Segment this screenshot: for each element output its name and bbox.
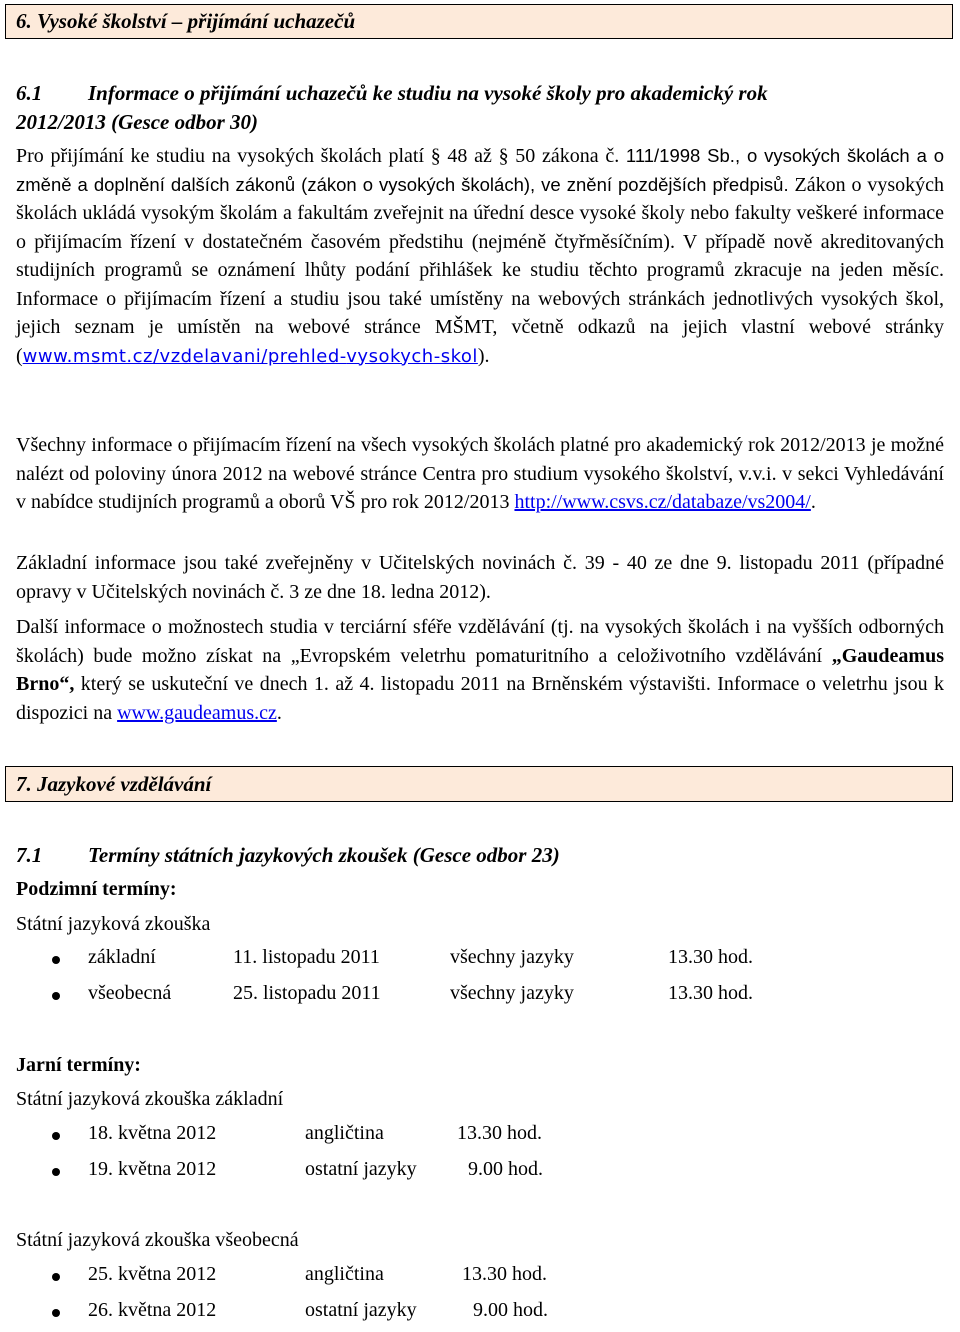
paragraph-admission-law (16, 142, 944, 371)
exam-language: všechny jazyky (450, 946, 574, 968)
bullet-icon (52, 1132, 60, 1140)
paragraph-end: . (810, 491, 816, 513)
subsection-7-1-title: Termíny státních jazykových zkoušek (Gesce odbor 23) (88, 843, 560, 867)
exam-date: 25. května 2012 (88, 1263, 217, 1285)
paragraph-end: ). (477, 344, 490, 367)
list-item (0, 1155, 960, 1191)
exam-time: 13.30 hod. (668, 946, 753, 968)
exam-date: 25. listopadu 2011 (233, 982, 381, 1004)
fair-name: „Gaudeamus Brno“, (16, 644, 944, 695)
exam-language: angličtina (305, 1122, 384, 1144)
exam-time: 9.00 hod. (473, 1299, 548, 1321)
exam-date: 26. května 2012 (88, 1299, 217, 1321)
list-item (0, 979, 960, 1015)
section-7-header (5, 766, 953, 802)
exam-time: 9.00 hod. (468, 1158, 543, 1180)
subsection-7-1-number: 7.1 (16, 843, 43, 867)
list-item (0, 943, 960, 979)
subsection-7-1-heading (16, 841, 944, 870)
exam-type: základní (88, 946, 156, 968)
exam-time: 13.30 hod. (457, 1122, 542, 1144)
csvs-link[interactable]: http://www.csvs.cz/databaze/vs2004/ (514, 491, 811, 513)
bullet-icon (52, 1309, 60, 1317)
exam-language: všechny jazyky (450, 982, 574, 1004)
paragraph-csvs-info (16, 431, 944, 517)
spring-basic-terms-list (0, 1119, 960, 1191)
bullet-icon (52, 1168, 60, 1176)
list-item (0, 1260, 960, 1296)
exam-type: všeobecná (88, 982, 172, 1004)
subsection-6-1-title-line1: Informace o přijímání uchazečů ke studiu na vysoké školy pro akademický rok (88, 81, 768, 105)
list-item (0, 1296, 960, 1332)
spring-general-terms-list (0, 1260, 960, 1332)
law-description: , o vysokých školách a o změně a doplnění dalších zákonů (zákon o vysokých školách), ve znění pozdějších předpisů. (16, 145, 944, 195)
msmt-link-part2: vysokych-skol (346, 345, 478, 367)
law-obligation-text: Zákon o vysokých školách ukládá vysokým školám a fakultám zveřejnit na úřední desce vysoké školy nebo fakulty veškeré informace o přijímacím řízení v dostatečném časovém předstihu (nejméně čtyřměsíčním). (16, 173, 944, 253)
csvs-text: Všechny informace o přijímacím řízení na všech vysokých školách platné pro akademický rok 2012/2013 je možné nalézt od poloviny února 2012 na webové stránce Centra pro studium vysokého školství, v.v.i. v sekci Vyhledávání v nabídce studijních programů a oborů VŠ pro rok 2012/2013 (16, 434, 944, 513)
bullet-icon (52, 1273, 60, 1281)
subsection-6-1-heading (16, 79, 944, 136)
msmt-link-part1: www.msmt.cz/vzdelavani/prehled- (22, 345, 347, 367)
law-number: 111/1998 Sb. (625, 145, 735, 166)
web-info-text: Informace o přijímacím řízení a studiu jsou také umístěny na webových stránkách jednotlivých vysokých škol, jejich seznam je umístěn na webové stránce MŠMT, včetně odkazů na jejich vlastní webové stránky ( (16, 287, 944, 367)
autumn-subheading: Státní jazyková zkouška (16, 913, 211, 935)
autumn-heading: Podzimní termíny: (16, 878, 177, 900)
exam-language: ostatní jazyky (305, 1158, 417, 1180)
spring-heading: Jarní termíny: (16, 1054, 141, 1076)
exam-date: 19. května 2012 (88, 1158, 217, 1180)
msmt-link[interactable] (23, 346, 478, 367)
fair-text: Další informace o možnostech studia v terciární sféře vzdělávání (tj. na vysokých školách i na vyšších odborných školách) bude možno získat na „Evropském veletrhu pomaturitního a celoživotního vzdělávání (16, 616, 944, 667)
paragraph-gaudeamus (16, 613, 944, 727)
law-text: Pro přijímání ke studiu na vysokých školách platí § 48 až § 50 zákona č. (16, 145, 620, 167)
section-6-header (5, 4, 953, 39)
list-item (0, 1119, 960, 1155)
exam-language: ostatní jazyky (305, 1299, 417, 1321)
subsection-6-1-title-line2: 2012/2013 (Gesce odbor 30) (16, 109, 259, 134)
spring-subheading-basic: Státní jazyková zkouška základní (16, 1088, 284, 1110)
subsection-6-1-number: 6.1 (16, 81, 43, 105)
bullet-icon (52, 956, 60, 964)
exam-date: 18. května 2012 (88, 1122, 217, 1144)
section-7-title: 7. Jazykové vzdělávání (16, 772, 212, 796)
exam-time: 13.30 hod. (462, 1263, 547, 1285)
exam-date: 11. listopadu 2011 (233, 946, 380, 968)
exam-time: 13.30 hod. (668, 982, 753, 1004)
section-6-title: 6. Vysoké školství – přijímání uchazečů (16, 9, 356, 33)
exam-language: angličtina (305, 1263, 384, 1285)
new-programs-text: V případě nově akreditovaných studijních programů se oznámení lhůty podání přihlášek ke studiu těchto programů zkracuje na jeden měsíc. (16, 230, 944, 281)
fair-details: který se uskuteční ve dnech 1. až 4. listopadu 2011 na Brněnském výstavišti. Informace o veletrhu jsou k dispozici na (16, 673, 944, 724)
spring-subheading-general: Státní jazyková zkouška všeobecná (16, 1229, 299, 1251)
gaudeamus-link[interactable]: www.gaudeamus.cz (117, 701, 277, 724)
autumn-terms-list (0, 943, 960, 1015)
paragraph-end: . (276, 701, 282, 724)
paragraph-teacher-news: Základní informace jsou také zveřejněny v Učitelských novinách č. 39 - 40 ze dne 9. listopadu 2011 (případné opravy v Učitelských novinách č. 3 ze dne 18. ledna 2012). (16, 552, 944, 603)
bullet-icon (52, 992, 60, 1000)
